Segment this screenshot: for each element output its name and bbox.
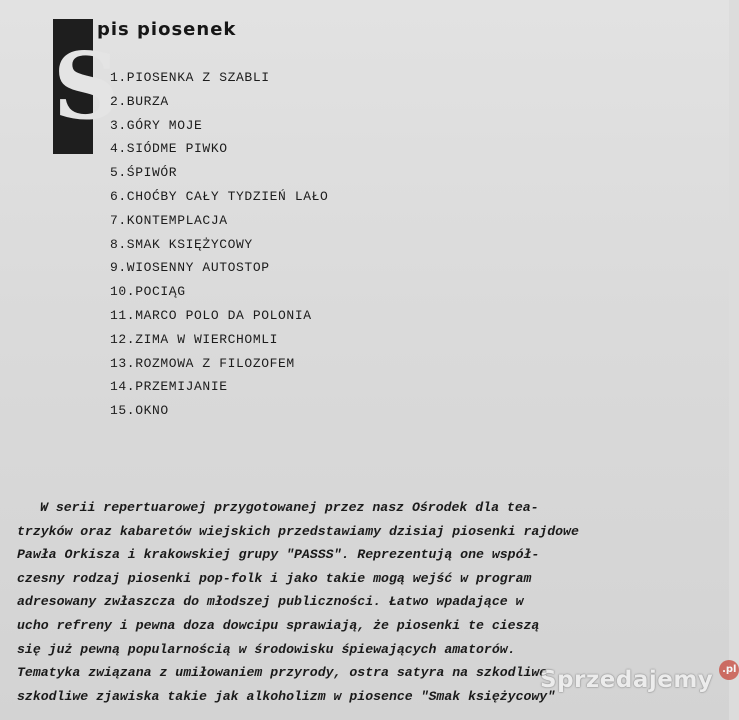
- page-title: pis piosenek: [97, 19, 237, 40]
- song-item: 8.SMAK KSIĘŻYCOWY: [110, 236, 253, 252]
- song-list: [110, 66, 328, 423]
- paragraph-line: W serii repertuarowej przygotowanej przez nasz Ośrodek dla tea-: [40, 500, 539, 515]
- song-item: 4.SIÓDME PIWKO: [110, 141, 228, 157]
- decorative-initial: S: [53, 19, 93, 154]
- song-item: 7.KONTEMPLACJA: [110, 212, 228, 228]
- song-item: 11.MARCO POLO DA POLONIA: [110, 307, 312, 323]
- song-item: 3.GÓRY MOJE: [110, 117, 203, 133]
- paragraph-line: się już pewną popularnością w środowisku śpiewających amatorów.: [17, 641, 516, 657]
- song-item: 2.BURZA: [110, 93, 169, 109]
- song-item: 12.ZIMA W WIERCHOMLI: [110, 331, 279, 347]
- song-item: 5.ŚPIWÓR: [110, 165, 178, 181]
- paragraph-line: ucho refreny i pewna doza dowcipu sprawiają, że piosenki te cieszą: [17, 617, 540, 633]
- sprzedajemy-watermark: [540, 664, 739, 693]
- song-item: 15.OKNO: [110, 403, 169, 419]
- song-item: 13.ROZMOWA Z FILOZOFEM: [110, 355, 295, 371]
- song-item: 10.POCIĄG: [110, 284, 186, 300]
- paragraph-line: szkodliwe zjawiska takie jak alkoholizm w piosence "Smak księżycowy": [17, 688, 556, 704]
- watermark-badge: .pl: [719, 660, 739, 680]
- song-item: 6.CHOĆBY CAŁY TYDZIEŃ LAŁO: [110, 188, 329, 204]
- paragraph-line: Tematyka związana z umiłowaniem przyrody, ostra satyra na szkodliwe: [17, 665, 548, 681]
- paragraph-line: czesny rodzaj piosenki pop-folk i jako takie mogą wejść w program: [17, 570, 532, 586]
- paragraph-line: adresowany zwłaszcza do młodszej publiczności. Łatwo wpadające w: [17, 594, 524, 610]
- watermark-text: Sprzedajemy: [540, 667, 714, 693]
- song-item: 14.PRZEMIJANIE: [110, 379, 228, 395]
- paragraph-line: trzyków oraz kabaretów wiejskich przedstawiamy dzisiaj piosenki rajdowe: [17, 523, 579, 539]
- paragraph-line: Pawła Orkisza i krakowskiej grupy "PASSS". Reprezentują one współ-: [17, 547, 540, 563]
- song-item: 1.PIOSENKA Z SZABLI: [110, 70, 270, 85]
- song-item: 9.WIOSENNY AUTOSTOP: [110, 260, 270, 276]
